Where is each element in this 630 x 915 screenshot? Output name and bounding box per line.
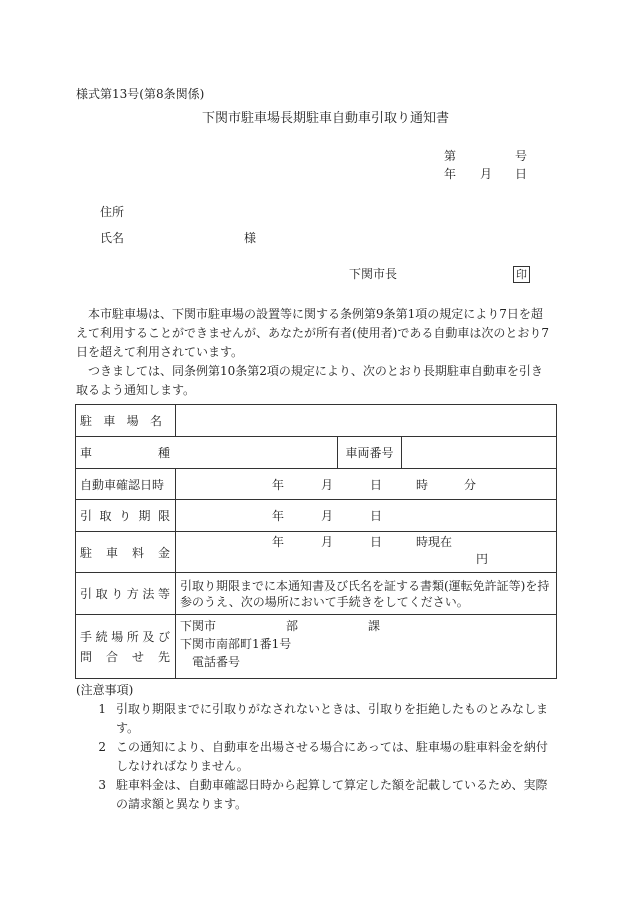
- honorific: 様: [244, 231, 257, 245]
- char: り: [118, 509, 131, 523]
- table-row: [76, 500, 557, 532]
- doc-number-suffix: 号: [515, 149, 528, 163]
- char: 所: [126, 630, 139, 644]
- contact-city: 下関市: [180, 619, 217, 633]
- date-year: 年: [444, 167, 457, 181]
- cdt-hour: 時: [416, 478, 429, 492]
- char: 料: [131, 545, 144, 560]
- deadline-value[interactable]: [176, 500, 557, 532]
- note-item: [76, 776, 556, 814]
- deadline-label: [80, 507, 170, 524]
- fee-value[interactable]: [176, 532, 557, 573]
- char: 車: [103, 414, 116, 428]
- note-text: この通知により、自動車を出場させる場合にあっては、駐車場の駐車料金を納付しなければなりません。: [116, 740, 548, 773]
- contact-section: 課: [368, 619, 381, 633]
- char: び: [157, 630, 170, 644]
- contact-label-line1: [80, 628, 170, 645]
- method-label: [80, 585, 170, 602]
- fee-month: 月: [321, 535, 334, 549]
- table-row: [76, 469, 557, 500]
- char: 引: [80, 587, 93, 601]
- fee-label: [80, 544, 170, 561]
- deadline-label-cell: [76, 500, 176, 532]
- char: 問: [80, 650, 93, 664]
- fee-day: 日: [370, 535, 383, 549]
- document-title: 下関市駐車場長期駐車自動車引取り通知書: [202, 111, 450, 126]
- char: 手: [80, 630, 93, 644]
- table-row: [76, 615, 557, 679]
- char: 法: [142, 587, 155, 601]
- cdt-day: 日: [370, 478, 383, 492]
- cdt-year: 年: [272, 478, 285, 492]
- char: 名: [149, 414, 162, 428]
- cdt-month: 月: [321, 478, 334, 492]
- char: 車: [105, 545, 118, 560]
- contact-department: 部: [286, 619, 299, 633]
- seal-mark: 印: [513, 266, 530, 283]
- parking-lot-label-cell: [76, 405, 176, 437]
- note-number: 3: [98, 778, 106, 792]
- vehicle-type-label: [80, 444, 170, 461]
- char: 引: [80, 509, 93, 523]
- char: 駐: [80, 545, 93, 560]
- char: 先: [157, 650, 170, 664]
- note-number: 2: [98, 740, 106, 754]
- char: 場: [111, 630, 124, 644]
- char: 方: [126, 587, 139, 601]
- char: 合: [105, 650, 118, 664]
- confirmed-datetime-value[interactable]: [176, 469, 557, 500]
- fee-label-cell: [76, 532, 176, 573]
- char: 限: [157, 509, 170, 523]
- char: り: [111, 587, 124, 601]
- char: 金: [157, 545, 170, 560]
- char: 場: [126, 414, 139, 428]
- char: 駐: [80, 414, 93, 428]
- body-paragraph-1: 本市駐車場は、下関市駐車場の設置等に関する条例第9条第1項の規定により7日を超えて利用することができませんが、あなたが所有者(使用者)である自動車は次のとおり7日を超えて利用されています。: [76, 307, 550, 359]
- notes-section: [76, 681, 556, 814]
- method-text: 引取り期限までに本通知書及び氏名を証する書類(運転免許証等)を持参のうえ、次の場所において手続きをしてください。: [176, 573, 557, 615]
- deadline-year: 年: [272, 509, 285, 523]
- char: 期: [138, 509, 151, 523]
- sender-name: 下関市長: [349, 267, 398, 281]
- table-row: [76, 573, 557, 615]
- deadline-day: 日: [370, 509, 383, 523]
- plate-number-label: 車両番号: [338, 437, 402, 469]
- plate-number-value[interactable]: [402, 437, 557, 469]
- contact-address: 下関市南部町1番1号: [180, 637, 292, 651]
- doc-number-prefix: 第: [444, 149, 457, 163]
- name-label: 氏名: [100, 231, 125, 245]
- address-label: 住所: [100, 205, 125, 219]
- date-month: 月: [480, 167, 493, 181]
- cdt-minute: 分: [464, 478, 477, 492]
- table-row: [76, 532, 557, 573]
- note-text: 引取り期限までに引取りがなされないときは、引取りを拒絶したものとみなします。: [116, 702, 549, 735]
- contact-label-cell: [76, 615, 176, 679]
- fee-year: 年: [272, 535, 285, 549]
- fee-yen: 円: [476, 552, 489, 566]
- char: 車: [80, 446, 93, 460]
- contact-phone: 電話番号: [192, 655, 241, 669]
- parking-lot-value[interactable]: [176, 405, 557, 437]
- notice-table: [75, 404, 557, 679]
- note-text: 駐車料金は、自動車確認日時から起算して算定した額を記載しているため、実際の請求額と異なります。: [116, 778, 548, 811]
- contact-label-line2: [80, 648, 170, 665]
- deadline-month: 月: [321, 509, 334, 523]
- note-number: 1: [98, 702, 106, 716]
- char: 取: [95, 587, 108, 601]
- table-row: [76, 405, 557, 437]
- contact-value: [176, 615, 557, 679]
- notes-heading: (注意事項): [76, 683, 134, 697]
- confirmed-datetime-label: 自動車確認日時: [76, 469, 176, 500]
- date-day: 日: [515, 167, 528, 181]
- form-number: 様式第13号(第8条関係): [76, 87, 205, 101]
- table-row: [76, 437, 557, 469]
- char: 及: [142, 630, 155, 644]
- note-item: [76, 738, 556, 776]
- body-text: [76, 305, 554, 400]
- fee-as-of: 時現在: [416, 535, 453, 549]
- note-item: [76, 700, 556, 738]
- char: 種: [157, 446, 170, 460]
- parking-lot-label: [80, 412, 162, 429]
- body-paragraph-2: つきましては、同条例第10条第2項の規定により、次のとおり長期駐車自動車を引き取るよう通知します。: [76, 364, 543, 397]
- char: 取: [99, 509, 112, 523]
- method-label-cell: [76, 573, 176, 615]
- char: 続: [95, 630, 108, 644]
- char: 等: [157, 587, 170, 601]
- char: せ: [131, 650, 144, 664]
- vehicle-type-label-cell: [76, 437, 338, 469]
